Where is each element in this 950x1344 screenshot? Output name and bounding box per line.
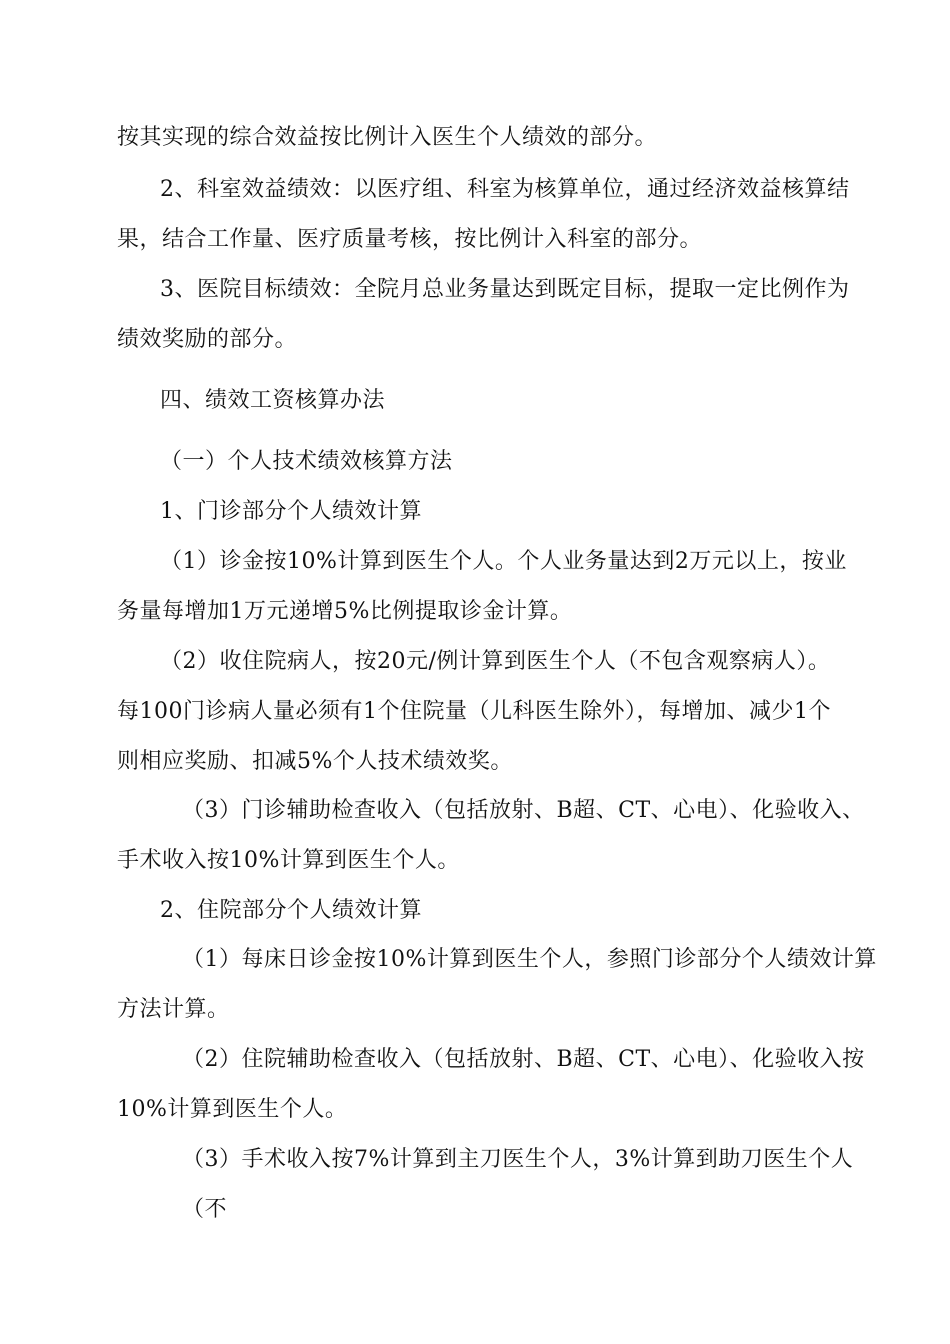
item-heading: 2、住院部分个人绩效计算: [160, 898, 422, 923]
paragraph-line: 务量每增加1万元递增5%比例提取诊金计算。: [117, 599, 573, 624]
paragraph-line: （不: [182, 1197, 228, 1222]
paragraph-line: （3）手术收入按7%计算到主刀医生个人，3%计算到助刀医生个人: [182, 1147, 854, 1172]
paragraph-line: 按其实现的综合效益按比例计入医生个人绩效的部分。: [117, 125, 658, 150]
paragraph-line: （1）诊金按10%计算到医生个人。个人业务量达到2万元以上，按业: [160, 549, 847, 574]
section-heading: 四、绩效工资核算办法: [160, 388, 386, 413]
item-heading: 1、门诊部分个人绩效计算: [160, 499, 422, 524]
paragraph-line: 每100门诊病人量必须有1个住院量（儿科医生除外），每增加、减少1个: [117, 699, 831, 724]
paragraph-line: （2）住院辅助检查收入（包括放射、B超、CT、心电）、化验收入按: [182, 1047, 865, 1072]
paragraph-line: 绩效奖励的部分。: [117, 327, 298, 352]
paragraph-line: 方法计算。: [117, 997, 230, 1022]
paragraph-line: 2、科室效益绩效：以医疗组、科室为核算单位，通过经济效益核算结: [160, 177, 850, 202]
paragraph-line: 手术收入按10%计算到医生个人。: [117, 848, 460, 873]
paragraph-line: 果，结合工作量、医疗质量考核，按比例计入科室的部分。: [117, 227, 703, 252]
paragraph-line: （3）门诊辅助检查收入（包括放射、B超、CT、心电）、化验收入、: [182, 798, 865, 823]
paragraph-line: （1）每床日诊金按10%计算到医生个人，参照门诊部分个人绩效计算: [182, 947, 877, 972]
paragraph-line: 10%计算到医生个人。: [117, 1097, 348, 1122]
subsection-heading: （一）个人技术绩效核算方法: [160, 449, 453, 474]
paragraph-line: 3、医院目标绩效：全院月总业务量达到既定目标，提取一定比例作为: [160, 277, 850, 302]
paragraph-line: （2）收住院病人，按20元/例计算到医生个人（不包含观察病人）。: [160, 649, 831, 674]
paragraph-line: 则相应奖励、扣减5%个人技术绩效奖。: [117, 749, 513, 774]
